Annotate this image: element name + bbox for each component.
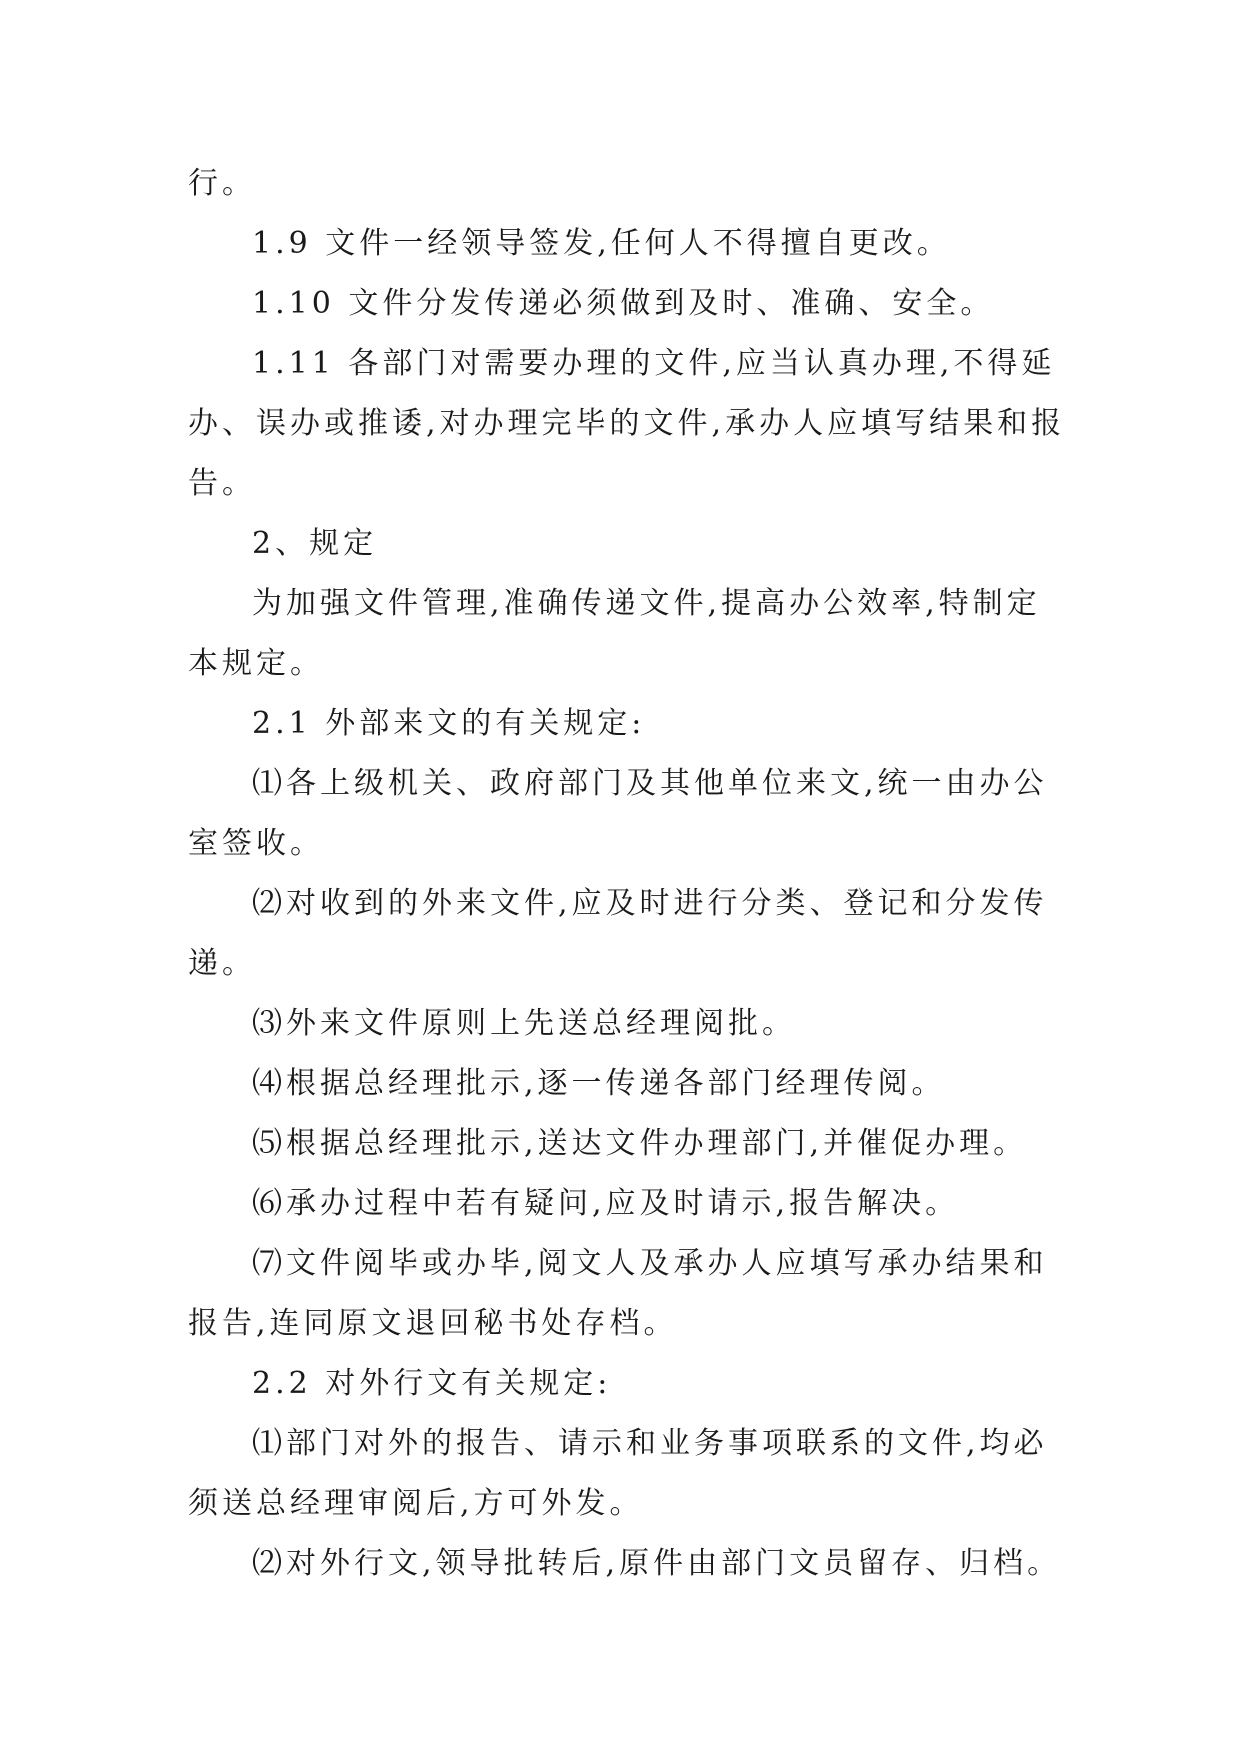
text-line: ⑺文件阅毕或办毕,阅文人及承办人应填写承办结果和 — [252, 1246, 1048, 1281]
text-line: 1.9 文件一经领导签发,任何人不得擅自更改。 — [252, 226, 951, 261]
text-line: 本规定。 — [188, 646, 324, 681]
text-line: ⑶外来文件原则上先送总经理阅批。 — [252, 1006, 796, 1041]
text-line: 办、误办或推诿,对办理完毕的文件,承办人应填写结果和报 — [188, 406, 1066, 441]
text-line: ⑷根据总经理批示,逐一传递各部门经理传阅。 — [252, 1066, 946, 1101]
text-line: 1.11 各部门对需要办理的文件,应当认真办理,不得延 — [252, 346, 1056, 381]
subsection-heading: 2.1 外部来文的有关规定: — [252, 706, 646, 741]
section-heading: 2、规定 — [252, 526, 378, 561]
text-line: 1.10 文件分发传递必须做到及时、准确、安全。 — [252, 286, 995, 321]
text-line: 告。 — [188, 466, 256, 501]
text-line: ⑵对外行文,领导批转后,原件由部门文员留存、归档。 — [252, 1546, 1062, 1581]
text-line: 递。 — [188, 946, 256, 981]
subsection-heading: 2.2 对外行文有关规定: — [252, 1366, 612, 1401]
text-line: 报告,连同原文退回秘书处存档。 — [188, 1306, 678, 1341]
document-body — [188, 162, 1068, 1602]
text-line: 室签收。 — [188, 826, 324, 861]
text-line: ⑸根据总经理批示,送达文件办理部门,并催促办理。 — [252, 1126, 1028, 1161]
text-line: 行。 — [188, 166, 256, 201]
text-line: 须送总经理审阅后,方可外发。 — [188, 1486, 644, 1521]
text-line: 为加强文件管理,准确传递文件,提高办公效率,特制定 — [252, 586, 1041, 621]
text-line: ⑴部门对外的报告、请示和业务事项联系的文件,均必 — [252, 1426, 1048, 1461]
text-line: ⑴各上级机关、政府部门及其他单位来文,统一由办公 — [252, 766, 1048, 801]
text-line: ⑹承办过程中若有疑问,应及时请示,报告解决。 — [252, 1186, 960, 1221]
text-line: ⑵对收到的外来文件,应及时进行分类、登记和分发传 — [252, 886, 1048, 921]
